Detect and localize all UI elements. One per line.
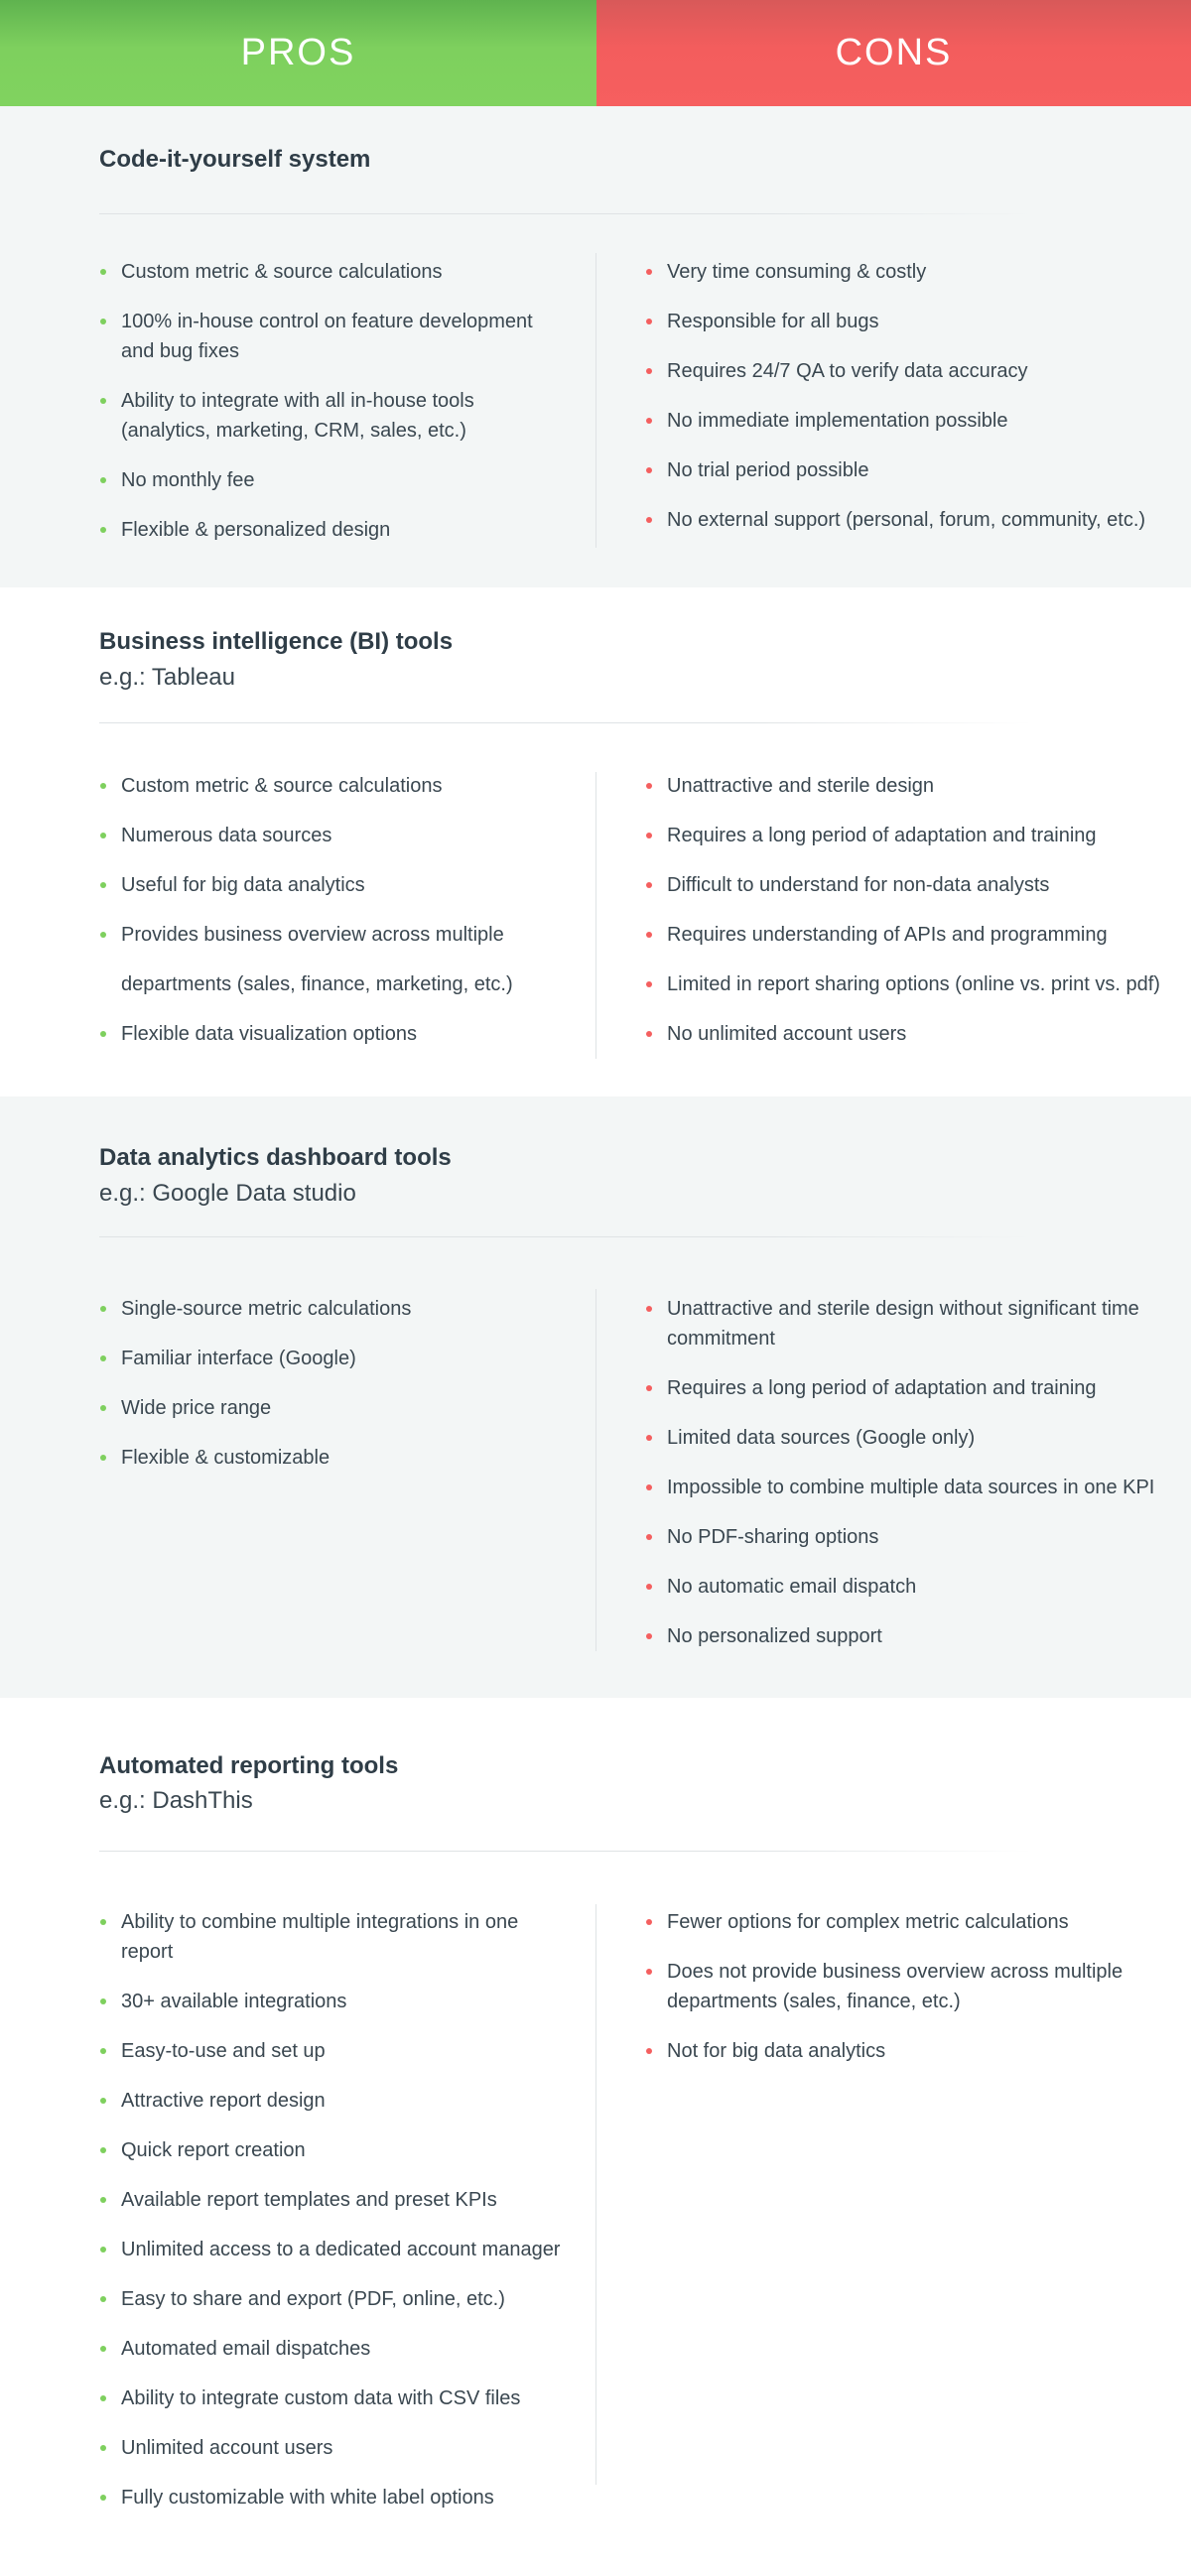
pros-item: Flexible data visualization options: [99, 1019, 556, 1049]
bullet-icon: [100, 1031, 106, 1037]
section-title: Data analytics dashboard tools: [99, 1144, 452, 1171]
pros-item: Useful for big data analytics: [99, 870, 556, 900]
pros-item: Attractive report design: [99, 2086, 576, 2116]
bullet-icon: [100, 2098, 106, 2104]
pros-item: Automated email dispatches: [99, 2334, 576, 2364]
pros-item: 100% in-house control on feature development and bug fixes: [99, 307, 556, 366]
pros-item: Fully customizable with white label options: [99, 2483, 576, 2512]
cons-item: Requires 24/7 QA to verify data accuracy: [645, 356, 1161, 386]
pros-item: Custom metric & source calculations: [99, 257, 556, 287]
bullet-icon: [646, 517, 652, 523]
bullet-icon: [100, 2247, 106, 2253]
bullet-icon: [100, 1405, 106, 1411]
bullet-icon: [646, 981, 652, 987]
bullet-icon: [100, 477, 106, 483]
bullet-icon: [100, 2346, 106, 2352]
pros-item: Quick report creation: [99, 2135, 576, 2165]
cons-item: Limited data sources (Google only): [645, 1423, 1161, 1453]
cons-item: No automatic email dispatch: [645, 1572, 1161, 1602]
section-subtitle: e.g.: Tableau: [99, 664, 236, 691]
bullet-icon: [100, 932, 106, 938]
bullet-icon: [646, 783, 652, 789]
pros-item-continuation: departments (sales, finance, marketing, etc.): [121, 973, 513, 995]
bullet-icon: [100, 2445, 106, 2451]
bullet-icon: [646, 1633, 652, 1639]
bullet-icon: [100, 398, 106, 404]
cons-list: [645, 1294, 1161, 1671]
bullet-icon: [100, 1355, 106, 1361]
section-bi-tools: [0, 587, 1191, 1096]
section-divider: [99, 1851, 1032, 1852]
pros-item: Flexible & customizable: [99, 1443, 556, 1473]
cons-item: Impossible to combine multiple data sources in one KPI: [645, 1473, 1161, 1502]
bullet-icon: [646, 833, 652, 838]
cons-item: No external support (personal, forum, community, etc.): [645, 505, 1161, 535]
cons-item: No immediate implementation possible: [645, 406, 1161, 436]
pros-item: Easy-to-use and set up: [99, 2036, 576, 2066]
bullet-icon: [100, 2197, 106, 2203]
bullet-icon: [100, 833, 106, 838]
pros-label: PROS: [240, 32, 356, 73]
cons-item: Does not provide business overview across multiple departments (sales, finance, etc.): [645, 1957, 1161, 2016]
cons-item: No PDF-sharing options: [645, 1522, 1161, 1552]
pros-list: [99, 771, 556, 1069]
bullet-icon: [100, 2048, 106, 2054]
section-divider: [99, 213, 1032, 214]
bullet-icon: [646, 319, 652, 324]
pros-header: [0, 0, 596, 106]
pros-item: 30+ available integrations: [99, 1987, 576, 2016]
bullet-icon: [100, 2147, 106, 2153]
cons-item: Responsible for all bugs: [645, 307, 1161, 336]
pros-item: Single-source metric calculations: [99, 1294, 556, 1324]
cons-header: [596, 0, 1191, 106]
bullet-icon: [646, 368, 652, 374]
cons-item: No unlimited account users: [645, 1019, 1161, 1049]
bullet-icon: [100, 882, 106, 888]
bullet-icon: [646, 1435, 652, 1441]
cons-item: Not for big data analytics: [645, 2036, 1161, 2066]
cons-item: No trial period possible: [645, 455, 1161, 485]
cons-item: Very time consuming & costly: [645, 257, 1161, 287]
bullet-icon: [646, 269, 652, 275]
bullet-icon: [646, 1919, 652, 1925]
cons-item: Requires a long period of adaptation and training: [645, 1373, 1161, 1403]
cons-item: Limited in report sharing options (online vs. print vs. pdf): [645, 969, 1161, 999]
bullet-icon: [100, 1455, 106, 1461]
pros-list: [99, 1294, 556, 1492]
bullet-icon: [646, 1534, 652, 1540]
pros-list: [99, 257, 556, 565]
cons-item: Requires understanding of APIs and programming: [645, 920, 1161, 950]
cons-item: Fewer options for complex metric calculations: [645, 1907, 1161, 1937]
bullet-icon: [646, 418, 652, 424]
bullet-icon: [646, 882, 652, 888]
bullet-icon: [100, 783, 106, 789]
bullet-icon: [100, 527, 106, 533]
bullet-icon: [646, 2048, 652, 2054]
section-title: Automated reporting tools: [99, 1752, 399, 1779]
section-title: Business intelligence (BI) tools: [99, 628, 454, 655]
cons-list: [645, 257, 1161, 555]
pros-item: Wide price range: [99, 1393, 556, 1423]
pros-item: Flexible & personalized design: [99, 515, 556, 545]
bullet-icon: [646, 1484, 652, 1490]
pros-item: Numerous data sources: [99, 821, 556, 850]
pros-item: No monthly fee: [99, 465, 556, 495]
pros-item: Ability to combine multiple integrations in one report: [99, 1907, 576, 1967]
bullet-icon: [100, 269, 106, 275]
bullet-icon: [100, 2296, 106, 2302]
cons-item: Requires a long period of adaptation and training: [645, 821, 1161, 850]
section-title: Code-it-yourself system: [99, 146, 371, 173]
section-dashboard-tools: [0, 1096, 1191, 1698]
bullet-icon: [646, 1306, 652, 1312]
pros-item: Custom metric & source calculations: [99, 771, 556, 801]
section-code-it-yourself: [0, 106, 1191, 587]
cons-list: [645, 1907, 1161, 2086]
section-divider: [99, 1236, 1032, 1237]
cons-item: Difficult to understand for non-data analysts: [645, 870, 1161, 900]
bullet-icon: [100, 319, 106, 324]
bullet-icon: [646, 1031, 652, 1037]
pros-list: [99, 1907, 576, 2532]
section-divider: [99, 722, 1032, 723]
bullet-icon: [646, 932, 652, 938]
pros-item: Available report templates and preset KPIs: [99, 2185, 576, 2215]
bullet-icon: [646, 467, 652, 473]
pros-item: Unlimited account users: [99, 2433, 576, 2463]
pros-cons-header: [0, 0, 1191, 106]
bullet-icon: [100, 2395, 106, 2401]
pros-item: Unlimited access to a dedicated account manager: [99, 2235, 576, 2264]
pros-item: Easy to share and export (PDF, online, etc.): [99, 2284, 576, 2314]
pros-item: Provides business overview across multiple: [99, 920, 556, 950]
bullet-icon: [646, 1584, 652, 1590]
cons-list: [645, 771, 1161, 1069]
section-automated-reporting: [0, 1698, 1191, 2576]
bullet-icon: [100, 1998, 106, 2004]
pros-item: Ability to integrate with all in-house tools (analytics, marketing, CRM, sales, etc.): [99, 386, 556, 446]
bullet-icon: [100, 1919, 106, 1925]
pros-item: Familiar interface (Google): [99, 1344, 556, 1373]
bullet-icon: [646, 1969, 652, 1975]
bullet-icon: [100, 2495, 106, 2501]
cons-item: Unattractive and sterile design: [645, 771, 1161, 801]
section-subtitle: e.g.: Google Data studio: [99, 1180, 356, 1207]
bullet-icon: [100, 1306, 106, 1312]
cons-item: Unattractive and sterile design without significant time commitment: [645, 1294, 1161, 1353]
bullet-icon: [646, 1385, 652, 1391]
section-subtitle: e.g.: DashThis: [99, 1787, 253, 1814]
pros-item: Ability to integrate custom data with CSV files: [99, 2383, 576, 2413]
cons-item: No personalized support: [645, 1621, 1161, 1651]
cons-label: CONS: [835, 32, 953, 73]
